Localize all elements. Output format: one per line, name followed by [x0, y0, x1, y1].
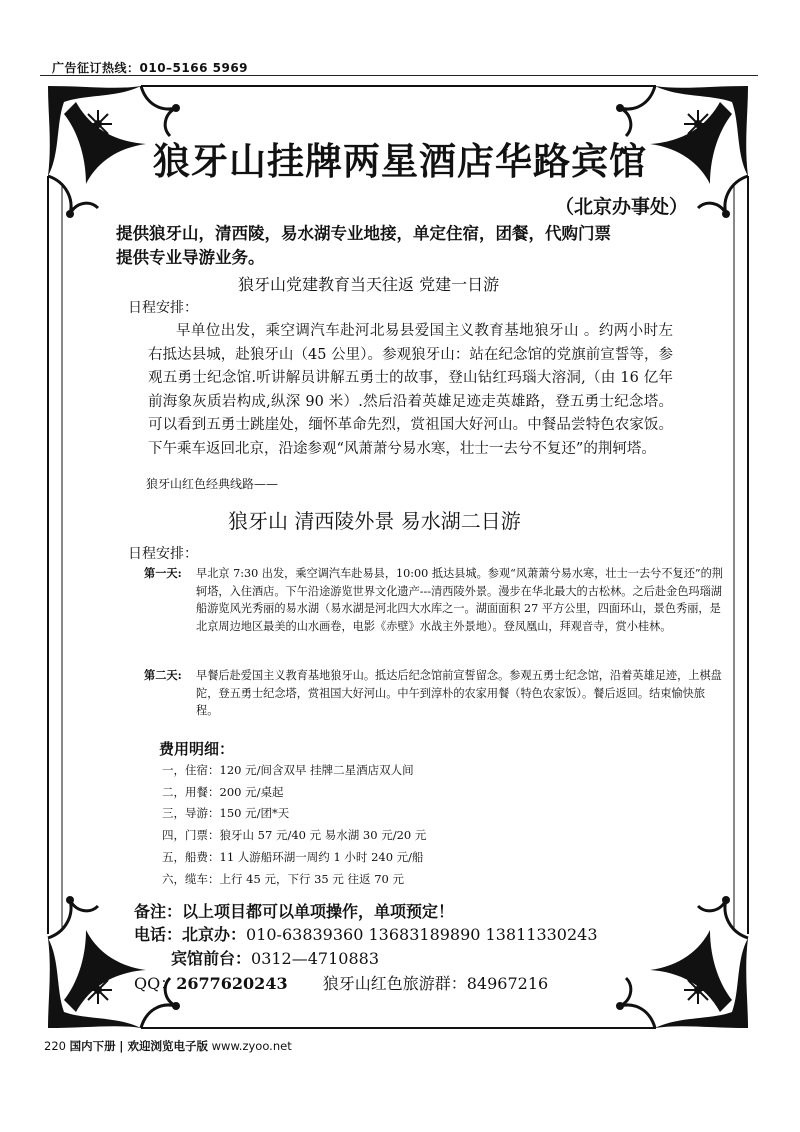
day1-text: 早北京 7:30 出发，乘空调汽车赴易县，10:00 抵达县城。参观“风萧萧兮易水寒，壮士一去兮不复还”的荆轲塔，入住酒店。下午沿途游览世界文化遗产---清西陵外景。漫步在华北最大的古松林。之后赴金色玛瑙湖船游览风光秀丽的易水湖（易水湖是河北四大水库之一。湖面面积 27 平方公里，四面环山，景色秀丽，是北京周边地区最美的山水画卷，电影《赤壁》水战主外景地）。登凤凰山，拜观音寺，赏小桂林。 — [196, 567, 723, 633]
intro-text — [116, 222, 716, 270]
trip1-heading: 狼牙山党建教育当天往返 党建一日游 — [238, 275, 500, 294]
qq-row — [134, 971, 548, 994]
trip2-schedule-label: 日程安排： — [128, 546, 198, 562]
trip2-day1 — [144, 565, 726, 635]
fees-list — [162, 760, 426, 890]
qq-number: 2677620243 — [176, 974, 288, 993]
day2-label: 第二天: — [144, 668, 182, 682]
hotel-phone: 0312—4710883 — [251, 949, 379, 968]
qq-label: QQ： — [134, 974, 177, 993]
page-title: 狼牙山挂牌两星酒店华路宾馆 — [153, 139, 647, 183]
trip1-body — [148, 320, 673, 461]
hotel-phone-row — [171, 946, 379, 969]
day2-text: 早餐后赴爱国主义教育基地狼牙山。抵达后纪念馆前宣誓留念。参观五勇士纪念馆，沿着英雄足迹，上棋盘陀，登五勇士纪念塔，赏祖国大好河山。中午到淳朴的农家用餐（特色农家饭）。餐后返回。结束愉快旅程。 — [196, 669, 722, 717]
footer-url[interactable]: www.zyoo.net — [211, 1039, 292, 1053]
group-number: 84967216 — [466, 974, 549, 993]
phone-numbers: 010-63839360 13683189890 13811330243 — [246, 925, 598, 944]
fee-item: 二，用餐：200 元/桌起 — [162, 784, 284, 799]
fee-item: 一，住宿：120 元/间含双早 挂牌二星酒店双人间 — [162, 763, 414, 777]
intro-line: 提供狼牙山，清西陵，易水湖专业地接，单定住宿，团餐，代购门票 — [116, 224, 611, 243]
day1-label: 第一天: — [144, 566, 182, 580]
intro-line: 提供专业导游业务。 — [116, 248, 265, 267]
group-label: 狼牙山红色旅游群： — [322, 974, 467, 993]
trip2-heading: 狼牙山 清西陵外景 易水湖二日游 — [228, 509, 521, 533]
footer-section: 国内下册 — [69, 1039, 116, 1053]
trip1-schedule-label: 日程安排： — [128, 300, 198, 316]
fee-item: 三，导游：150 元/团*天 — [162, 806, 290, 821]
fees-title: 费用明细： — [159, 740, 235, 758]
contact-note: 备注：以上项目都可以单项操作，单项预定！ — [134, 902, 455, 921]
ad-hotline: 广告征订热线：010–5166 5969 — [52, 61, 249, 75]
fee-item: 五，船费：11 人游船环湖一周约 1 小时 240 元/船 — [162, 849, 424, 864]
fee-item: 四，门票：狼牙山 57 元/40 元 易水湖 30 元/20 元 — [162, 828, 427, 843]
contact-phone-row — [134, 922, 598, 945]
fee-item: 六，缆车：上行 45 元，下行 35 元 往返 70 元 — [162, 871, 404, 886]
phone-label: 电话：北京办： — [134, 925, 247, 944]
header-divider — [40, 75, 758, 76]
footer-slogan: 欢迎浏览电子版 — [127, 1039, 208, 1053]
page-footer: 220 国内下册 | 欢迎浏览电子版 www.zyoo.net — [44, 1039, 292, 1053]
page-subtitle: （北京办事处） — [555, 196, 689, 218]
route-label: 狼牙山红色经典线路—— — [146, 477, 279, 491]
trip2-day2 — [144, 667, 726, 720]
page-number: 220 — [44, 1039, 66, 1053]
hotel-label: 宾馆前台： — [171, 949, 252, 968]
trip1-paragraph: 早单位出发，乘空调汽车赴河北易县爱国主义教育基地狼牙山 。约两小时左右抵达县城，赴狼牙山（45 公里）。参观狼牙山：站在纪念馆的党旗前宣誓等，参观五勇士纪念馆.听讲解员讲解五勇士的故事，登山钻红玛瑙大溶洞,（由 16 亿年前海象灰质岩构成,纵深 90 米）.然后沿着英雄足迹走英雄路，登五勇士纪念塔。可以看到五勇士跳崖处，缅怀革命先烈，赏祖国大好河山。中餐品尝特色农家饭。下午乘车返回北京，沿途参观“风萧萧兮易水寒，壮士一去兮不复还”的荆轲塔。 — [148, 323, 673, 457]
